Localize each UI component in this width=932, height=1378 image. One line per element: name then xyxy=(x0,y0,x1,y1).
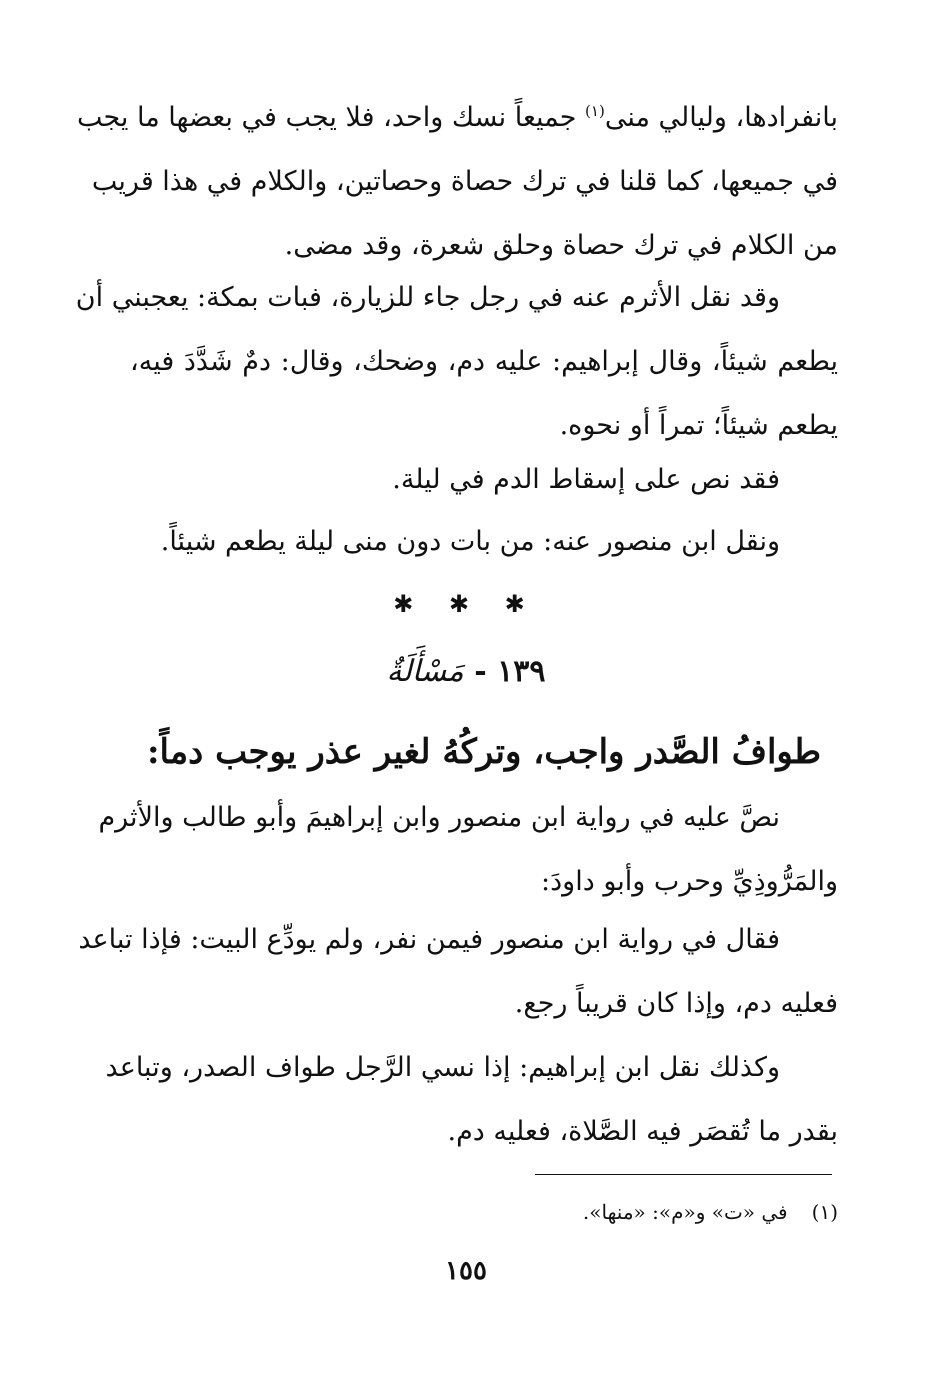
paragraph-line: في جميعها، كما قلنا في ترك حصاة وحصاتين، والكلام في هذا قريب xyxy=(91,166,838,197)
paragraph-5 xyxy=(98,786,838,914)
page-number: ١٥٥ xyxy=(445,1256,487,1286)
text-segment: بانفرادها، وليالي منى xyxy=(604,102,838,133)
paragraph-line: وقد نقل الأثرم عنه في رجل جاء للزيارة، فبات بمكة: يعجبني أن xyxy=(75,282,780,313)
paragraph-line xyxy=(76,86,838,150)
paragraph-line: فقد نص على إسقاط الدم في ليلة. xyxy=(392,464,780,495)
paragraph-line: يطعم شيئاً؛ تمراً أو نحوه. xyxy=(559,410,838,441)
paragraph-line: نصَّ عليه في رواية ابن منصور وابن إبراهيمَ وأبو طالب والأثرم xyxy=(98,802,780,833)
footnote-reference[interactable]: (١) xyxy=(585,102,605,120)
paragraph-1 xyxy=(76,86,838,278)
footnote-number: (١) xyxy=(811,1200,838,1224)
issue-title: طوافُ الصَّدر واجب، وتركُهُ لغير عذر يوجب دماً: xyxy=(146,732,822,772)
paragraph-line: من الكلام في ترك حصاة وحلق شعرة، وقد مضى. xyxy=(284,230,838,261)
paragraph-line: يطعم شيئاً، وقال إبراهيم: عليه دم، وضحك، وقال: دمٌ شَدَّدَ فيه، xyxy=(130,346,838,377)
paragraph-line: فقال في رواية ابن منصور فيمن نفر، ولم يودِّع البيت: فإذا تباعد xyxy=(78,924,780,955)
footnote-text: في «ت» و«م»: «منها». xyxy=(582,1200,788,1224)
issue-word: مَسْأَلَةٌ xyxy=(386,654,464,689)
footnote xyxy=(130,1196,838,1228)
paragraph-7 xyxy=(105,1036,838,1164)
paragraph-line: بقدر ما تُقصَر فيه الصَّلاة، فعليه دم. xyxy=(447,1116,838,1147)
footnote-divider xyxy=(535,1174,832,1175)
section-separator: ✱ ✱ ✱ xyxy=(393,590,539,618)
text-segment: جميعاً نسك واحد، فلا يجب في بعضها ما يجب xyxy=(76,102,586,133)
issue-number: ١٣٩ - xyxy=(463,654,546,689)
paragraph-line: والمَرُّوذِيِّ وحرب وأبو داودَ: xyxy=(541,866,838,897)
paragraph-3 xyxy=(130,448,838,512)
paragraph-line: وكذلك نقل ابن إبراهيم: إذا نسي الرَّجل طواف الصدر، وتباعد xyxy=(105,1052,780,1083)
issue-heading xyxy=(0,654,932,689)
paragraph-2 xyxy=(75,266,838,458)
paragraph-6 xyxy=(78,908,838,1036)
paragraph-4 xyxy=(130,510,838,574)
paragraph-line: فعليه دم، وإذا كان قريباً رجع. xyxy=(514,988,838,1019)
paragraph-line: ونقل ابن منصور عنه: من بات دون منى ليلة يطعم شيئاً. xyxy=(160,526,780,557)
